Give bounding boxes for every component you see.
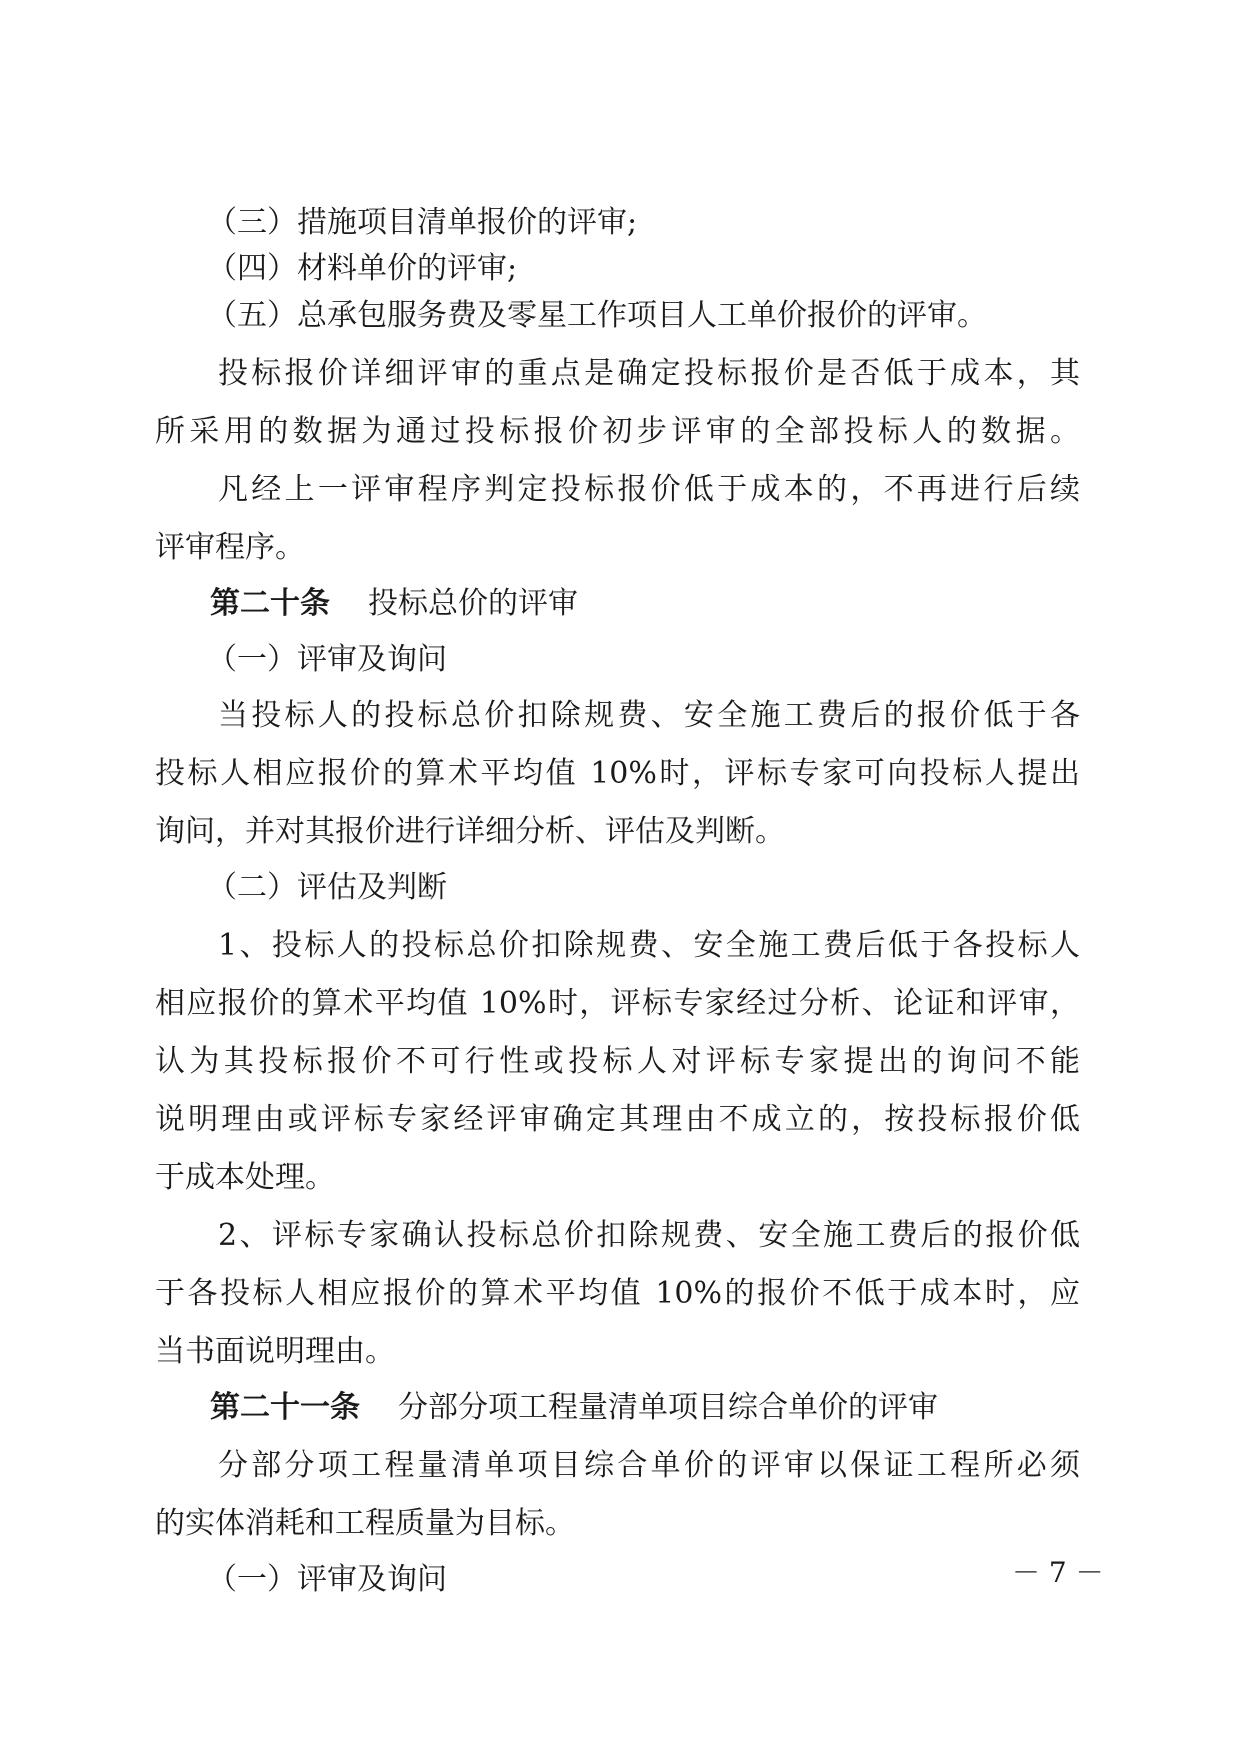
paragraph-line: 凡经上一评审程序判定投标报价低于成本的，不再进行后续 bbox=[218, 472, 1080, 507]
article-label: 第二十一条 bbox=[210, 1390, 360, 1425]
list-item-general-contract-review: （五）总承包服务费及零星工作项目人工单价报价的评审。 bbox=[207, 298, 987, 333]
article-heading-21 bbox=[210, 1384, 938, 1432]
article-label: 第二十条 bbox=[210, 586, 330, 621]
paragraph-line: 投标报价详细评审的重点是确定投标报价是否低于成本，其 bbox=[218, 356, 1080, 391]
paragraph-line: 当投标人的投标总价扣除规费、安全施工费后的报价低于各 bbox=[218, 698, 1080, 733]
paragraph-line: 于成本处理。 bbox=[155, 1160, 335, 1195]
subsection-heading: （一）评审及询问 bbox=[207, 642, 447, 677]
paragraph-line: 相应报价的算术平均值 10%时，评标专家经过分析、论证和评审， bbox=[155, 986, 1080, 1021]
subsection-heading: （一）评审及询问 bbox=[207, 1562, 447, 1597]
list-item-measures-review: （三）措施项目清单报价的评审; bbox=[207, 205, 638, 240]
paragraph-line: 认为其投标报价不可行性或投标人对评标专家提出的询问不能 bbox=[155, 1044, 1080, 1079]
paragraph-line: 分部分项工程量清单项目综合单价的评审以保证工程所必须 bbox=[218, 1448, 1080, 1483]
paragraph-line: 的实体消耗和工程质量为目标。 bbox=[155, 1506, 575, 1541]
paragraph-line: 2、评标专家确认投标总价扣除规费、安全施工费后的报价低 bbox=[218, 1218, 1080, 1253]
article-heading-20 bbox=[210, 580, 578, 628]
list-item-material-price-review: （四）材料单价的评审; bbox=[207, 251, 518, 286]
paragraph-line: 询问，并对其报价进行详细分析、评估及判断。 bbox=[155, 814, 785, 849]
paragraph-line: 于各投标人相应报价的算术平均值 10%的报价不低于成本时，应 bbox=[155, 1276, 1080, 1311]
paragraph-line: 评审程序。 bbox=[155, 530, 305, 565]
article-title: 分部分项工程量清单项目综合单价的评审 bbox=[398, 1390, 938, 1425]
page-number: － 7 － bbox=[1012, 1556, 1104, 1589]
article-title: 投标总价的评审 bbox=[368, 586, 578, 621]
paragraph-line: 当书面说明理由。 bbox=[155, 1334, 395, 1369]
paragraph-line: 投标人相应报价的算术平均值 10%时，评标专家可向投标人提出 bbox=[155, 756, 1080, 791]
subsection-heading: （二）评估及判断 bbox=[207, 870, 447, 905]
paragraph-line: 所采用的数据为通过投标报价初步评审的全部投标人的数据。 bbox=[155, 414, 1080, 449]
paragraph-line: 1、投标人的投标总价扣除规费、安全施工费后低于各投标人 bbox=[218, 928, 1080, 963]
paragraph-line: 说明理由或评标专家经评审确定其理由不成立的，按投标报价低 bbox=[155, 1102, 1080, 1137]
